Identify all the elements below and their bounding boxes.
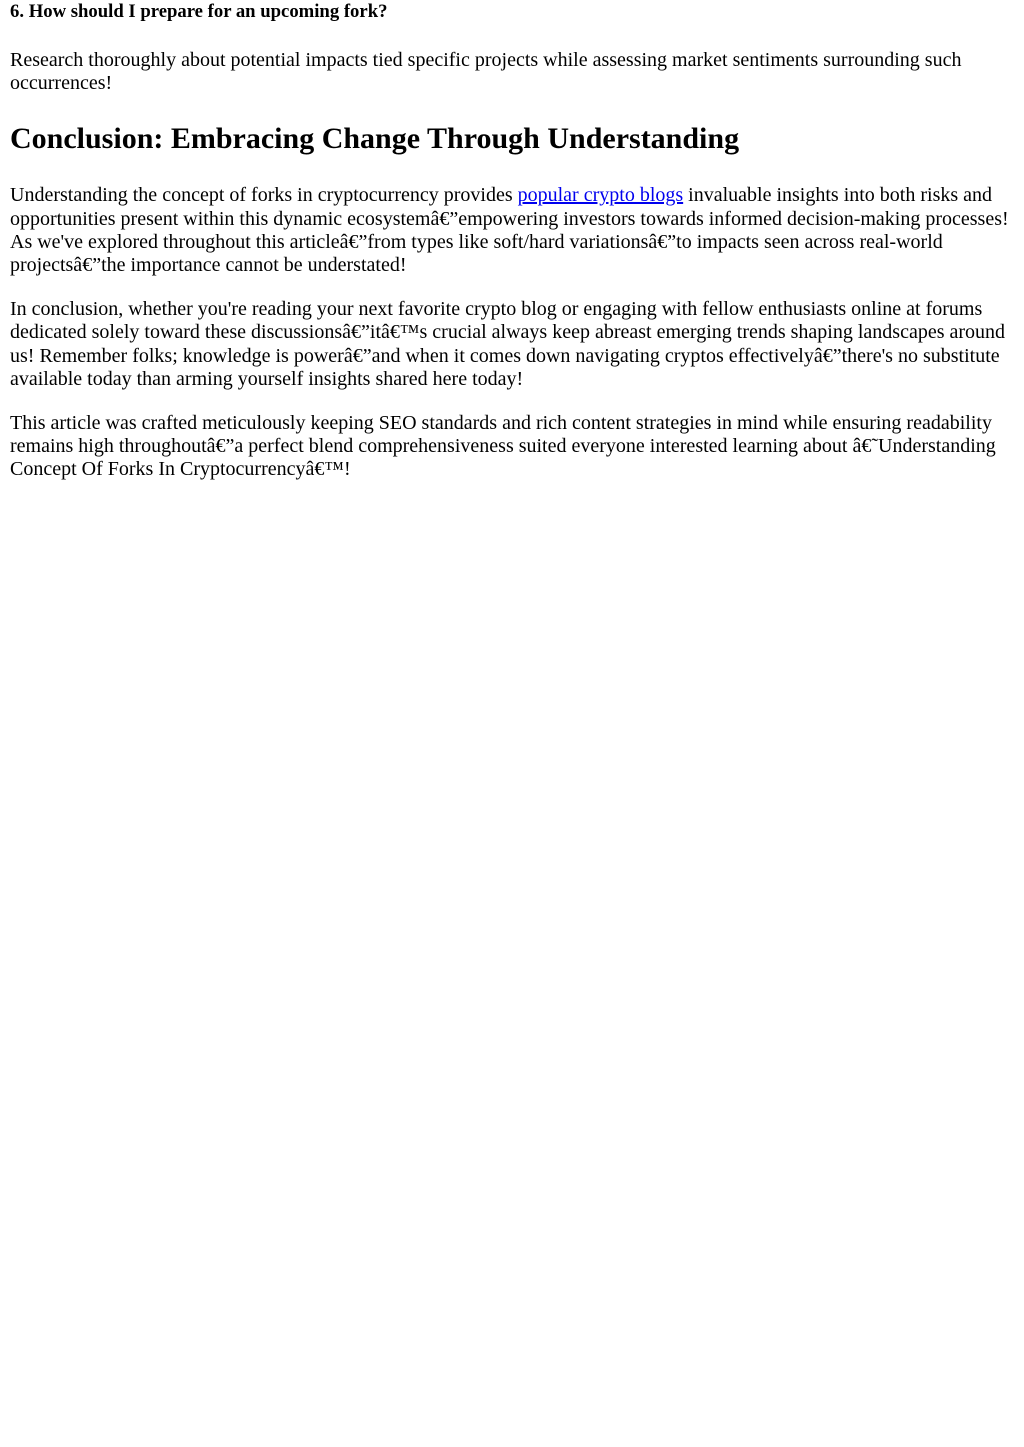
paragraph-text: invaluable insights into both risks and opportunities present within this dynamic ecosystemâ€”empowering investors towards informed decision-making processes! As we've explored throughout this articleâ€”from types like soft/hard variationsâ€”to impacts seen across real-world projectsâ€”the importance cannot be understated! — [10, 184, 1009, 277]
article-page — [0, 1, 1024, 482]
popular-crypto-blogs-link[interactable]: popular crypto blogs — [517, 184, 684, 207]
conclusion-heading: Conclusion: Embracing Change Through Understanding — [10, 122, 740, 156]
faq-answer-text: Research thoroughly about potential impacts tied specific projects while assessing market sentiments surrounding such occurrences! — [10, 49, 962, 95]
paragraph-text: Understanding the concept of forks in cryptocurrency provides — [10, 184, 518, 207]
conclusion-paragraph-1 — [10, 184, 1014, 277]
faq-question-heading: 6. How should I prepare for an upcoming fork? — [10, 1, 388, 22]
conclusion-paragraph-2: In conclusion, whether you're reading your next favorite crypto blog or engaging with fellow enthusiasts online at forums dedicated solely toward these discussionsâ€”itâ€™s crucial always keep abreast emerging trends shaping landscapes around us! Remember folks; knowledge is powerâ€”and when it comes down navigating cryptos effectivelyâ€”there's no substitute available today than arming yourself insights shared here today! — [10, 298, 1006, 390]
conclusion-paragraph-3: This article was crafted meticulously keeping SEO standards and rich content strategies in mind while ensuring readability remains high throughoutâ€”a perfect blend comprehensiveness suited everyone interested learning about â€˜Understanding Concept Of Forks In Cryptocurrencyâ€™! — [10, 412, 996, 481]
